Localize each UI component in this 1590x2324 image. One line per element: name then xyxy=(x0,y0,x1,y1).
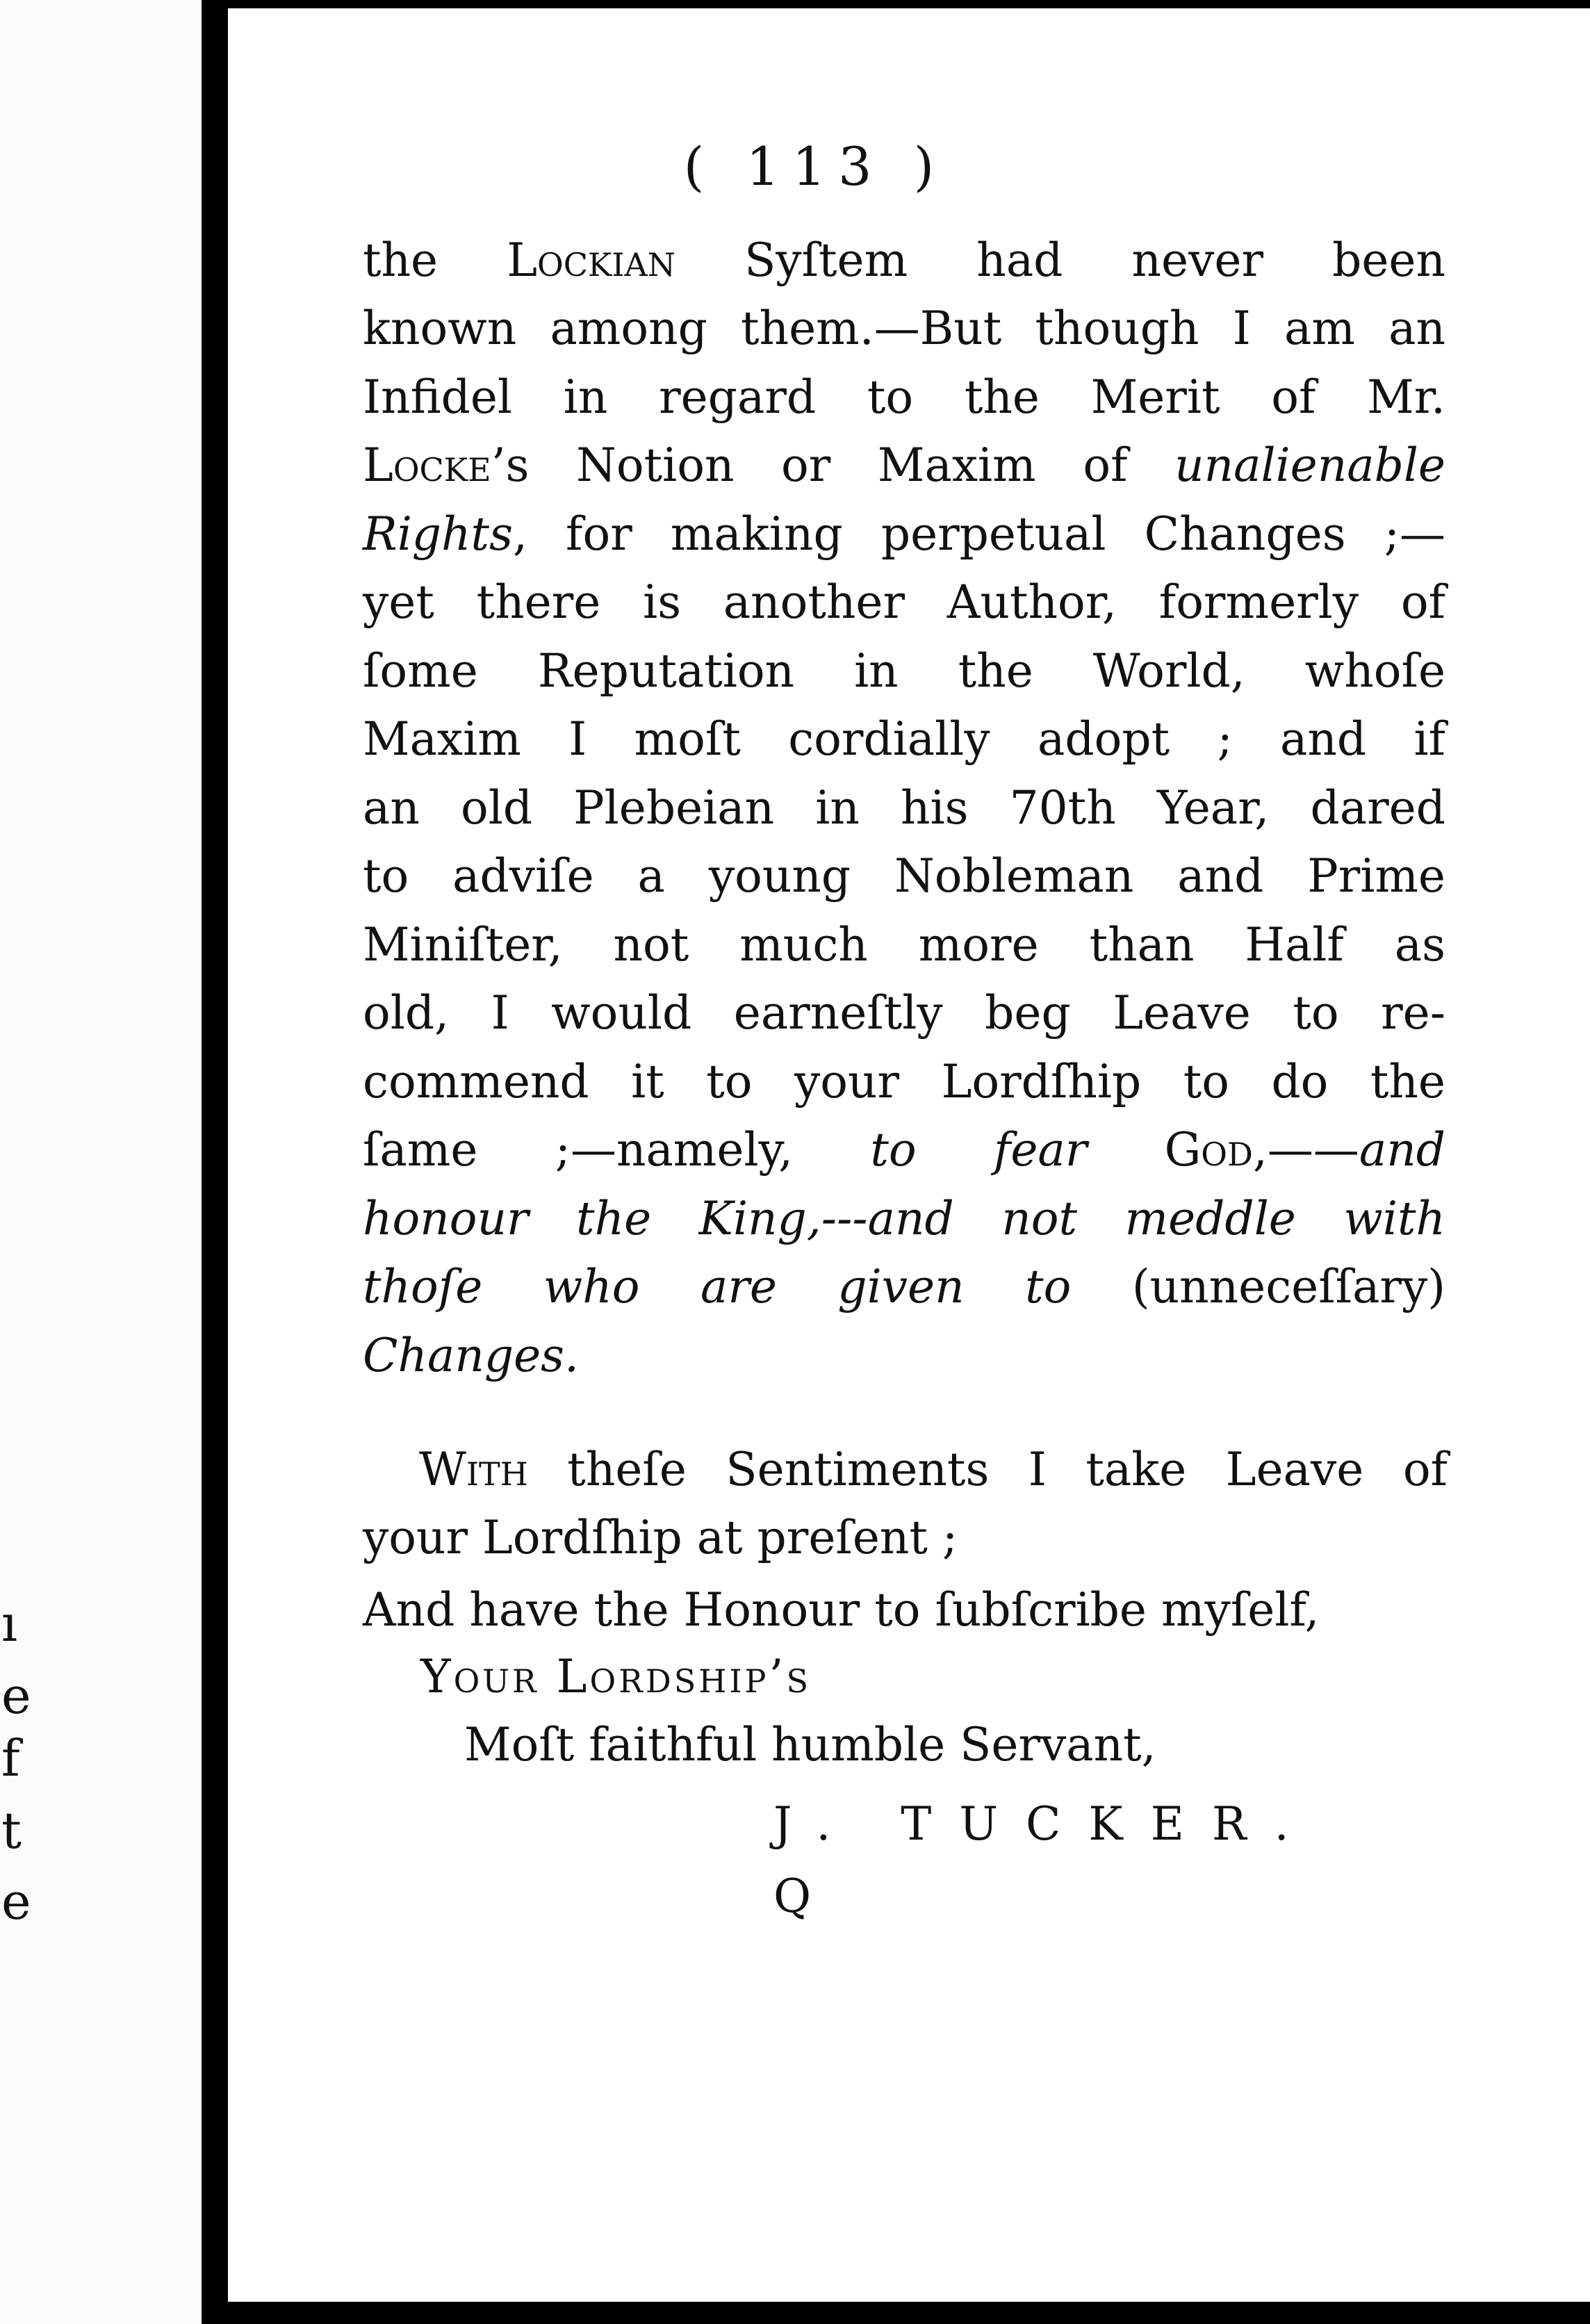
text-line: an old Plebeian in his 70th Year, dared xyxy=(363,781,1445,835)
text-line: old, I would earneſtly beg Leave to re- xyxy=(363,986,1445,1040)
catchword: Q xyxy=(773,1869,812,1923)
signature: J. TUCKER. xyxy=(773,1797,1317,1851)
previous-page-edge xyxy=(0,0,202,2324)
text-line: yet there is another Author, formerly of xyxy=(363,575,1445,629)
text-line: Moſt faithful humble Servant, xyxy=(464,1718,1156,1771)
text-line: Infidel in regard to the Merit of Mr. xyxy=(363,370,1445,424)
text-line: Locke’s Notion or Maxim of unalienable xyxy=(363,439,1445,492)
text-line: ſame ;—namely, to fear God,——and xyxy=(363,1123,1445,1177)
book-gutter xyxy=(202,0,228,2324)
text-line: to adviſe a young Nobleman and Prime xyxy=(363,849,1445,903)
text-line: With theſe Sentiments I take Leave of xyxy=(419,1443,1448,1496)
margin-letter: t xyxy=(1,1801,22,1860)
text-line: Changes. xyxy=(363,1329,580,1382)
text-line: known among them.—But though I am an xyxy=(363,302,1445,355)
text-line: And have the Honour to ſubſcribe myſelf, xyxy=(363,1583,1320,1637)
text-line: the Lockian Syſtem had never been xyxy=(363,234,1445,287)
margin-letter: f xyxy=(1,1729,20,1787)
page-number: ( 113 ) xyxy=(683,136,947,197)
text-line: commend it to your Lordſhip to do the xyxy=(363,1055,1445,1108)
book-page xyxy=(228,8,1590,2302)
text-line: Rights, for making perpetual Changes ;— xyxy=(363,507,1445,561)
margin-letter: ı xyxy=(1,1594,18,1653)
margin-letter: e xyxy=(1,1667,31,1725)
text-line: thoſe who are given to (unneceſſary) xyxy=(363,1260,1446,1314)
text-line: Miniſter, not much more than Half as xyxy=(363,918,1445,972)
text-line: Maxim I moſt cordially adopt ; and if xyxy=(363,712,1445,766)
salutation-line: Your Lordship’s xyxy=(420,1650,811,1703)
text-line: honour the King,---and not meddle with xyxy=(363,1192,1445,1245)
text-line: your Lordſhip at preſent ; xyxy=(363,1511,958,1564)
margin-letter: e xyxy=(1,1872,31,1931)
text-line: ſome Reputation in the World, whoſe xyxy=(363,644,1445,698)
